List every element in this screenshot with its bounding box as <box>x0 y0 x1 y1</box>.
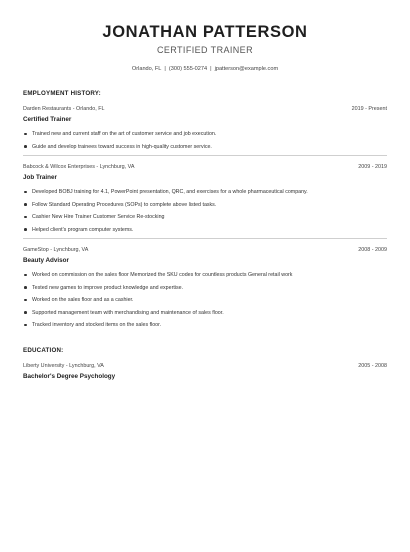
job-bullet-list <box>23 188 387 234</box>
bullet-icon <box>24 133 27 136</box>
job-company: GameStop - Lynchburg, VA <box>23 247 89 253</box>
bullet-icon <box>24 228 27 231</box>
job-bullet-item <box>23 296 387 304</box>
job-bullet-item <box>23 321 387 329</box>
job-bullet-text: Trained new and current staff on the art of customer service and job execution. <box>32 131 217 137</box>
job-bullet-item <box>23 226 387 234</box>
job-title: Certified Trainer <box>23 116 72 123</box>
job-bullet-text: Follow Standard Operating Procedures (SOPs) to complete above listed tasks. <box>32 201 217 208</box>
job-header-row <box>23 163 387 171</box>
contact-line <box>23 65 387 73</box>
contact-location: Orlando, FL <box>131 66 162 72</box>
job-entry <box>23 163 387 234</box>
job-bullet-text: Worked on commission on the sales floor Memorized the SKU codes for countless products General retail work <box>32 272 293 278</box>
job-bullet-item <box>23 188 387 196</box>
job-dates: 2019 - Present <box>351 106 387 112</box>
job-divider <box>23 238 387 239</box>
bullet-icon <box>24 203 27 206</box>
job-header-row <box>23 246 387 254</box>
employment-list <box>23 105 387 329</box>
bullet-icon <box>24 299 27 302</box>
candidate-title: CERTIFIED TRAINER <box>157 45 253 55</box>
education-dates: 2005 - 2008 <box>358 363 387 369</box>
bullet-icon <box>24 216 27 219</box>
job-bullet-text: Guide and develop trainees toward success in high-quality customer service. <box>32 143 212 150</box>
job-divider <box>23 155 387 156</box>
job-bullet-text: Developed BOBJ training for 4.1, PowerPoint presentation, QRC, and exercises for a whole pharmaceutical company. <box>32 189 308 195</box>
job-bullet-text: Helped client's program computer systems. <box>32 226 134 233</box>
job-bullet-item <box>23 309 387 317</box>
job-header-row <box>23 105 387 113</box>
bullet-icon <box>24 324 27 327</box>
job-bullet-list <box>23 271 387 329</box>
job-dates: 2009 - 2019 <box>358 164 387 170</box>
bullet-icon <box>24 145 27 148</box>
bullet-icon <box>24 191 27 194</box>
education-header-row <box>23 362 387 370</box>
education-section-title: EDUCATION: <box>23 347 64 354</box>
job-bullet-text: Tested new games to improve product knowledge and expertise. <box>32 284 184 291</box>
job-entry <box>23 105 387 151</box>
bullet-icon <box>24 286 27 289</box>
job-bullet-item <box>23 271 387 279</box>
job-bullet-list <box>23 130 387 151</box>
contact-separator: | <box>210 66 212 72</box>
job-bullet-text: Tracked inventory and stocked items on the sales floor. <box>32 322 162 328</box>
job-bullet-item <box>23 213 387 221</box>
education-degree: Bachelor's Degree Psychology <box>23 373 116 380</box>
resume-header <box>23 22 387 73</box>
job-bullet-item <box>23 143 387 151</box>
education-school: Liberty University - Lynchburg, VA <box>23 363 104 369</box>
job-bullet-item <box>23 284 387 292</box>
bullet-icon <box>24 311 27 314</box>
employment-section-title: EMPLOYMENT HISTORY: <box>23 90 101 97</box>
job-entry <box>23 246 387 329</box>
job-bullet-text: Cashier New Hire Trainer Customer Service Re-stocking <box>32 214 165 220</box>
job-title: Job Trainer <box>23 174 57 181</box>
job-bullet-item <box>23 130 387 138</box>
resume-page <box>0 22 410 552</box>
job-company: Babcock & Wilcox Enterprises - Lynchburg, VA <box>23 164 135 170</box>
contact-phone: (300) 555-0274 <box>168 66 208 72</box>
job-dates: 2008 - 2009 <box>358 247 387 253</box>
job-company: Darden Restaurants - Orlando, FL <box>23 106 105 112</box>
contact-email: jpatterson@example.com <box>214 66 279 72</box>
bullet-icon <box>24 274 27 277</box>
education-entry <box>23 362 387 381</box>
job-bullet-text: Worked on the sales floor and as a cashier. <box>32 297 134 303</box>
job-bullet-item <box>23 201 387 209</box>
candidate-name: JONATHAN PATTERSON <box>102 23 308 41</box>
job-title: Beauty Advisor <box>23 257 69 264</box>
job-bullet-text: Supported management team with merchandising and maintenance of sales floor. <box>32 309 224 316</box>
education-list <box>23 362 387 381</box>
contact-separator: | <box>164 66 166 72</box>
